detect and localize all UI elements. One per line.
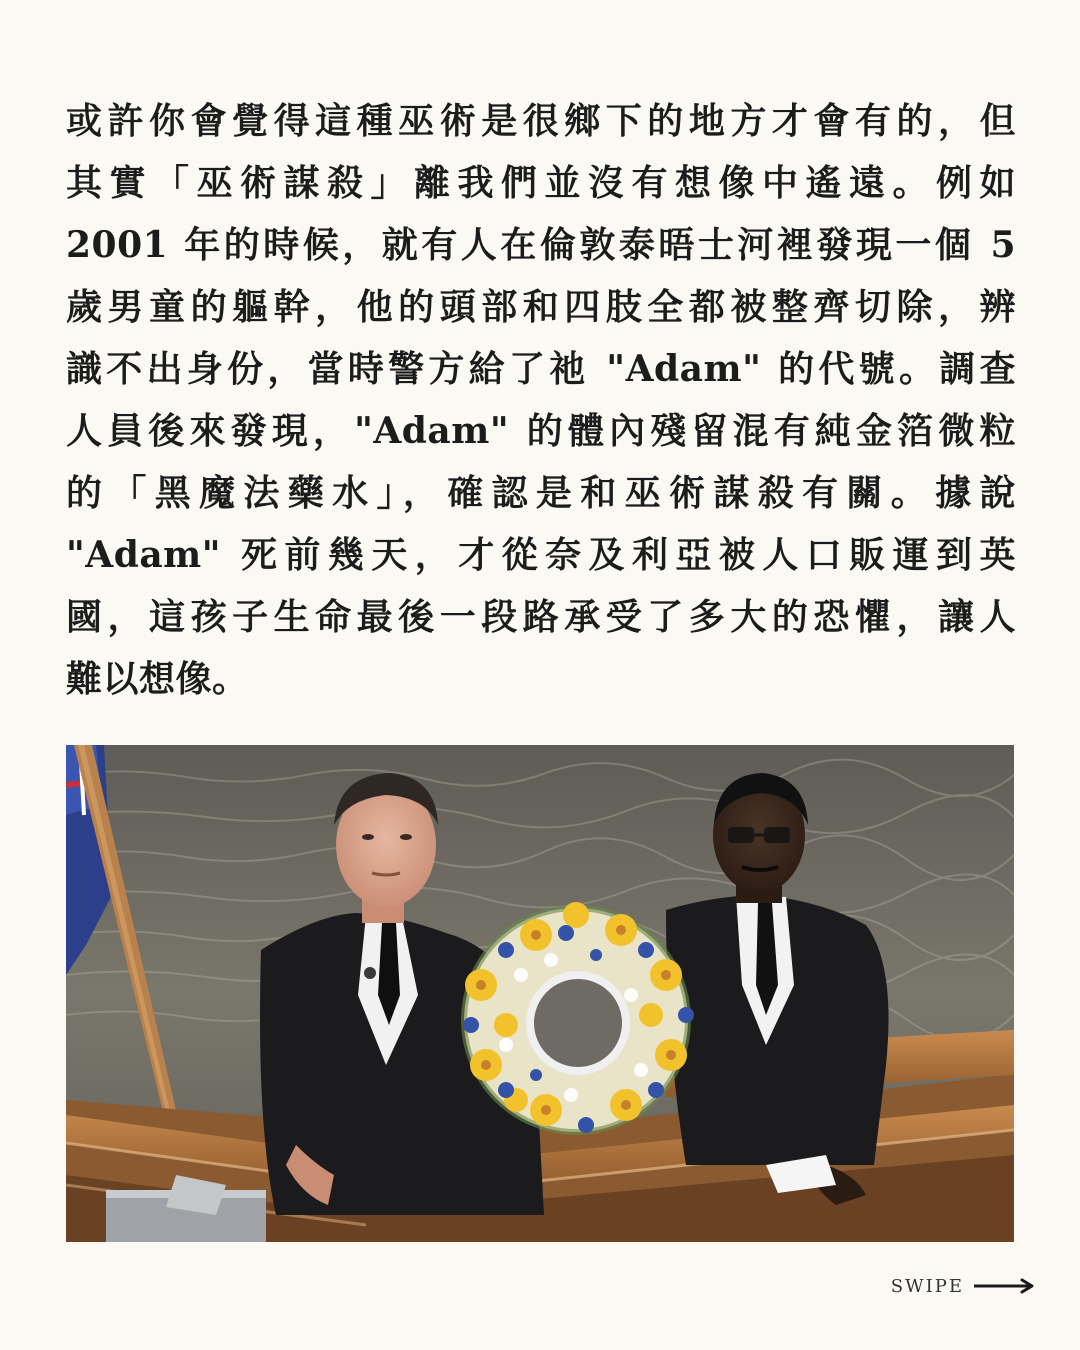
swipe-label: SWIPE [890,1275,964,1297]
article-line: 難以想像。 [66,658,249,700]
memorial-photo [66,745,1014,1242]
article-line: 的「黑魔法藥水」，確認是和巫術謀殺有關。據說 [66,472,1016,514]
swipe-hint[interactable] [891,1272,1036,1300]
article-text [66,90,1016,710]
article-line: 或許你會覺得這種巫術是很鄉下的地方才會有的，但 [66,100,1016,142]
article-line: 國，這孩子生命最後一段路承受了多大的恐懼，讓人 [66,596,1016,638]
arrow-right-icon [974,1278,1036,1294]
article-line: 2001 年的時候，就有人在倫敦泰晤士河裡發現一個 5 [66,224,1016,266]
article-line: 歲男童的軀幹，他的頭部和四肢全都被整齊切除，辨 [66,286,1016,328]
article-line: 識不出身份，當時警方給了祂 "Adam" 的代號。調查 [66,348,1016,390]
article-line: 人員後來發現，"Adam" 的體內殘留混有純金箔微粒 [66,410,1016,452]
article-line: "Adam" 死前幾天，才從奈及利亞被人口販運到英 [66,534,1016,576]
article-line: 其實「巫術謀殺」離我們並沒有想像中遙遠。例如 [66,162,1016,204]
